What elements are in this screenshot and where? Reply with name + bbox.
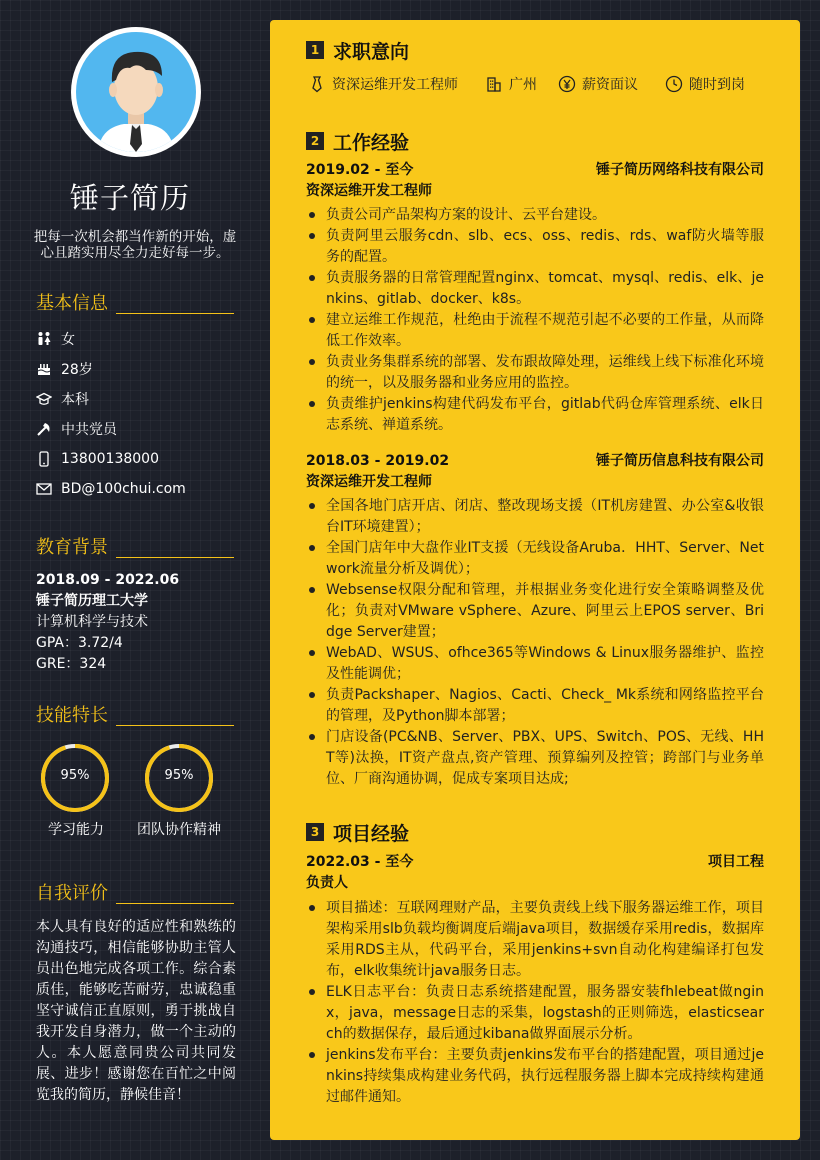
job-intent-heading — [306, 38, 409, 62]
avatar — [71, 27, 201, 157]
education-title: 教育背景 — [36, 537, 108, 558]
intent-availability — [665, 74, 745, 94]
phone-value: 13800138000 — [61, 451, 159, 467]
intent-salary — [558, 74, 665, 94]
intent-city — [485, 74, 558, 94]
sidebar — [0, 0, 260, 1160]
list-item: 负责阿里云服务cdn、slb、ecs、oss、redis、rds、waf防火墙等服务的配置。 — [306, 226, 764, 268]
gender-row — [36, 329, 75, 349]
job-intent-row — [308, 74, 745, 94]
list-item: 全国各地门店开店、闭店、整改现场支援（IT机房建置、办公室&收银台IT环境建置）； — [306, 496, 764, 538]
list-item: 建立运维工作规范，杜绝由于流程不规范引起不必要的工作量，从而降低工作效率。 — [306, 310, 764, 352]
self-eval-title: 自我评价 — [36, 883, 108, 904]
list-item: 负责服务器的日常管理配置nginx、tomcat、mysql、redis、elk、jenkins、gitlab、docker、k8s。 — [306, 268, 764, 310]
education-block — [36, 570, 246, 675]
list-item: 负责维护jenkins构建代码发布平台，gitlab代码仓库管理系统、elk日志系统、禅道系统。 — [306, 394, 764, 436]
gender-value: 女 — [61, 332, 75, 348]
building-icon — [485, 75, 503, 93]
tie-icon — [308, 75, 326, 93]
section-title: 求职意向 — [333, 40, 410, 63]
gre: GRE：324 — [36, 656, 107, 672]
divider — [116, 313, 234, 314]
clock-icon — [665, 75, 683, 93]
intent-salary-value: 薪资面议 — [582, 77, 638, 93]
phone-row — [36, 449, 159, 469]
cake-icon — [36, 361, 52, 377]
email-value: BD@100chui.com — [61, 481, 186, 497]
work-heading — [306, 129, 409, 153]
skills-heading — [36, 705, 234, 727]
degree-row — [36, 389, 89, 409]
job-bullets — [306, 496, 764, 790]
section-number: 1 — [306, 41, 324, 59]
avatar-illustration — [76, 32, 196, 152]
self-eval-heading — [36, 883, 234, 905]
age-value: 28岁 — [61, 362, 93, 378]
motto: 把每一次机会都当作新的开始，虚心且踏实用尽全力走好每一步。 — [33, 229, 237, 261]
list-item: 门店设备(PC&NB、Server、PBX、UPS、Switch、POS、无线、HHT等)汰换，IT资产盘点,资产管理、预算编列及控管；跨部门与业务单位、厂商沟通协调，促成专案项目达成; — [306, 727, 764, 790]
education-period: 2018.09 - 2022.06 — [36, 572, 180, 588]
divider — [116, 557, 234, 558]
candidate-name: 锤子简历 — [69, 181, 190, 215]
education-heading — [36, 537, 234, 559]
job-bullets — [306, 205, 764, 436]
gender-icon — [36, 331, 52, 347]
project-name: 项目工程 — [708, 854, 764, 870]
job-company: 锤子简历信息科技有限公司 — [596, 453, 764, 469]
email-row — [36, 479, 186, 499]
political-value: 中共党员 — [61, 422, 117, 438]
project-bullets — [306, 898, 764, 1108]
graduation-cap-icon — [36, 391, 52, 407]
skill-percent: 95% — [164, 768, 194, 783]
section-title: 工作经验 — [333, 131, 410, 154]
gpa: GPA：3.72/4 — [36, 635, 123, 651]
phone-icon — [36, 451, 52, 467]
job-period: 2019.02 - 至今 — [306, 162, 414, 178]
section-title: 项目经验 — [333, 822, 410, 845]
skill-label: 团队协作精神 — [137, 822, 221, 838]
basic-info-title: 基本信息 — [36, 293, 108, 314]
divider — [116, 725, 234, 726]
job-header — [306, 160, 764, 180]
list-item: 负责公司产品架构方案的设计、云平台建设。 — [306, 205, 764, 226]
project-period: 2022.03 - 至今 — [306, 854, 414, 870]
divider — [116, 903, 234, 904]
political-row — [36, 419, 117, 439]
intent-position-value: 资深运维开发工程师 — [332, 77, 458, 93]
major: 计算机科学与技术 — [36, 614, 148, 630]
intent-city-value: 广州 — [509, 77, 537, 93]
list-item: 全国门店年中大盘作业IT支援（无线设备Aruba．HHT、Server、Network流量分析及调优）； — [306, 538, 764, 580]
job-role: 资深运维开发工程师 — [306, 183, 432, 199]
list-item: Websense权限分配和管理，并根据业务变化进行安全策略调整及优化；负责对VMware vSphere、Azure、阿里云上EPOS server、Bridge Server建置； — [306, 580, 764, 643]
skill-ring-teamwork — [144, 743, 214, 813]
yen-coin-icon — [558, 75, 576, 93]
project-role: 负责人 — [306, 875, 348, 891]
intent-position — [308, 74, 485, 94]
basic-info-heading — [36, 293, 234, 315]
party-emblem-icon — [36, 421, 52, 437]
job-period: 2018.03 - 2019.02 — [306, 453, 450, 469]
job-role: 资深运维开发工程师 — [306, 474, 432, 490]
degree-value: 本科 — [61, 392, 89, 408]
skill-percent: 95% — [60, 768, 90, 783]
list-item: 项目描述：互联网理财产品，主要负责线上线下服务器运维工作，项目架构采用slb负载均衡调度后端java项目，数据缓存采用redis，数据库采用RDS主从，代码平台，采用jenkins+svn自动化构建编译打包发布，elk收集统计java服务日志。 — [306, 898, 764, 982]
skills-title: 技能特长 — [36, 705, 108, 726]
section-number: 2 — [306, 132, 324, 150]
project-header — [306, 852, 764, 872]
list-item: WebAD、WSUS、ofhce365等Windows & Linux服务器维护、监控及性能调优； — [306, 643, 764, 685]
age-row — [36, 359, 93, 379]
job-company: 锤子简历网络科技有限公司 — [596, 162, 764, 178]
skill-label: 学习能力 — [48, 822, 104, 838]
intent-availability-value: 随时到岗 — [689, 77, 745, 93]
job-header — [306, 451, 764, 471]
school-name: 锤子简历理工大学 — [36, 593, 148, 609]
section-number: 3 — [306, 823, 324, 841]
skill-ring-learning — [40, 743, 110, 813]
list-item: 负责业务集群系统的部署、发布跟故障处理，运维线上线下标准化环境的统一，以及服务器和业务应用的监控。 — [306, 352, 764, 394]
mail-icon — [36, 481, 52, 497]
list-item: ELK日志平台：负责日志系统搭建配置，服务器安装fhlebeat做nginx，java，message日志的采集，logstash的正则筛选，elasticsearch的数据保存，最后通过kibana做界面展示分析。 — [306, 982, 764, 1045]
self-eval-text: 本人具有良好的适应性和熟练的沟通技巧，相信能够协助主管人员出色地完成各项工作。综合素质佳，能够吃苦耐劳，忠诚稳重坚守诚信正直原则，勇于挑战自我开发自身潜力，做一个主动的人。本人愿意同贵公司共同发展、进步！感谢您在百忙之中阅览我的简历，静候佳音！ — [36, 919, 236, 1103]
projects-heading — [306, 820, 409, 844]
list-item: jenkins发布平台：主要负责jenkins发布平台的搭建配置，项目通过jenkins持续集成构建业务代码，执行远程服务器上脚本完成持续构建通过邮件通知。 — [306, 1045, 764, 1108]
list-item: 负责Packshaper、Nagios、Cacti、Check_ Mk系统和网络监控平台的管理，及Python脚本部署； — [306, 685, 764, 727]
main-panel — [270, 20, 800, 1140]
